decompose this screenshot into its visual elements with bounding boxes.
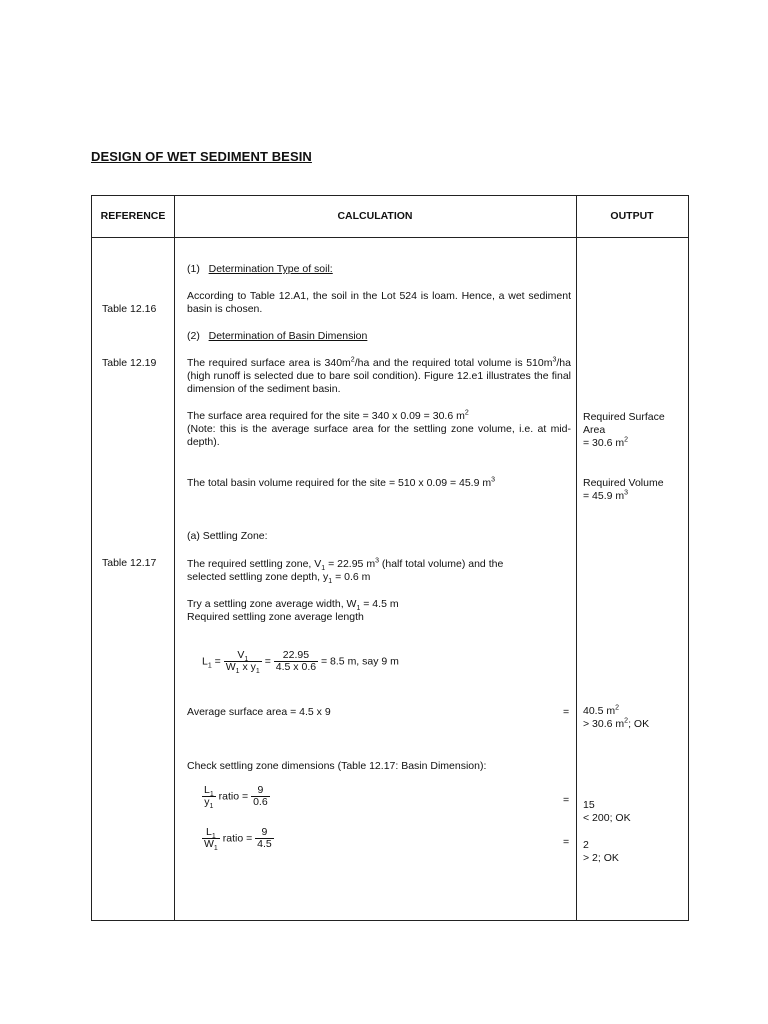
settling-zone-heading: (a) Settling Zone: bbox=[187, 530, 268, 542]
try-width-text: Try a settling zone average width, $W_1 = 4.5$ m Required settling zone average length bbox=[187, 598, 399, 623]
surface-area-calc: The surface area required for the site = 340 x 0.09 = 30.6 $m^2$ (Note: this is the average surface area for the settling zone volume, i.e. at mid-depth). bbox=[187, 409, 571, 448]
output-average-area: 40.5 $m^2$ > 30.6 $m^2$; OK bbox=[583, 704, 650, 730]
equals-sign: = bbox=[563, 706, 570, 718]
fraction: $\frac{9}{0.6}$ bbox=[253, 784, 268, 808]
equals-sign: = bbox=[563, 836, 570, 848]
header-reference: REFERENCE bbox=[100, 210, 166, 222]
check-dimensions-heading: Check settling zone dimensions (Table 12.17: Basin Dimension): bbox=[187, 760, 487, 772]
fraction: $\frac{V_1}{W_1 x y_1}$ bbox=[225, 649, 260, 676]
reference-item: Table 12.19 bbox=[102, 357, 157, 369]
average-area-text: Average surface area = 4.5 x 9 bbox=[187, 706, 331, 718]
fraction: $\frac{L_1}{W_1}$ bbox=[204, 826, 218, 853]
output-ratio-2: 2 > 2; OK bbox=[583, 839, 619, 864]
reference-item: Table 12.16 bbox=[102, 303, 157, 315]
fraction: $\frac{L_1}{y_1}$ bbox=[204, 784, 214, 811]
header-output: OUTPUT bbox=[610, 210, 654, 222]
step-1-heading: (1) Determination Type of soil: bbox=[187, 263, 333, 275]
fraction: $\frac{9}{4.5}$ bbox=[257, 826, 272, 850]
length-equation: $L_1$ = $\frac{V_1}{W_1 x y_1}$ = $\frac{22.95}{4.5 x 0.6}$ = 8.5 m, say 9 m bbox=[202, 649, 399, 676]
page-title: DESIGN OF WET SEDIMENT BESIN bbox=[91, 149, 312, 164]
ratio-length-width: $\frac{L_1}{W_1}$ ratio = $\frac{9}{4.5}$ bbox=[204, 826, 272, 853]
output-ratio-1: 15 < 200; OK bbox=[583, 799, 631, 824]
column-divider bbox=[174, 196, 175, 920]
volume-calc: The total basin volume required for the site = 510 x 0.09 = 45.9 $m^3$ bbox=[187, 476, 496, 489]
step-2-heading: (2) Determination of Basin Dimension bbox=[187, 330, 368, 342]
reference-item: Table 12.17 bbox=[102, 557, 157, 569]
header-divider bbox=[92, 237, 688, 238]
soil-text: According to Table 12.A1, the soil in the Lot 524 is loam. Hence, a wet sediment basin is chosen. bbox=[187, 290, 571, 315]
settling-zone-text: The required settling zone, $V_1 = 22.95$ $m^3$ (half total volume) and the selected settling zone depth, $y_1 = 0.6$ m bbox=[187, 557, 504, 586]
column-divider bbox=[576, 196, 577, 920]
fraction: $\frac{22.95}{4.5 x 0.6}$ bbox=[275, 649, 317, 673]
surface-requirement-text: The required surface area is $340m^2/ha$ and the required total volume is $510m^3/ha$ (high runoff is selected due to bare soil condition). Figure 12.e1 illustrates the final dimension of the sediment basin. bbox=[187, 356, 571, 395]
header-calculation: CALCULATION bbox=[337, 210, 413, 222]
output-volume: Required Volume = 45.9 $m^3$ bbox=[583, 477, 664, 502]
equals-sign: = bbox=[563, 794, 570, 806]
ratio-length-depth: $\frac{L_1}{y_1}$ ratio = $\frac{9}{0.6}$ bbox=[204, 784, 268, 811]
output-surface-area: Required Surface Area = 30.6 $m^2$ bbox=[583, 411, 665, 449]
